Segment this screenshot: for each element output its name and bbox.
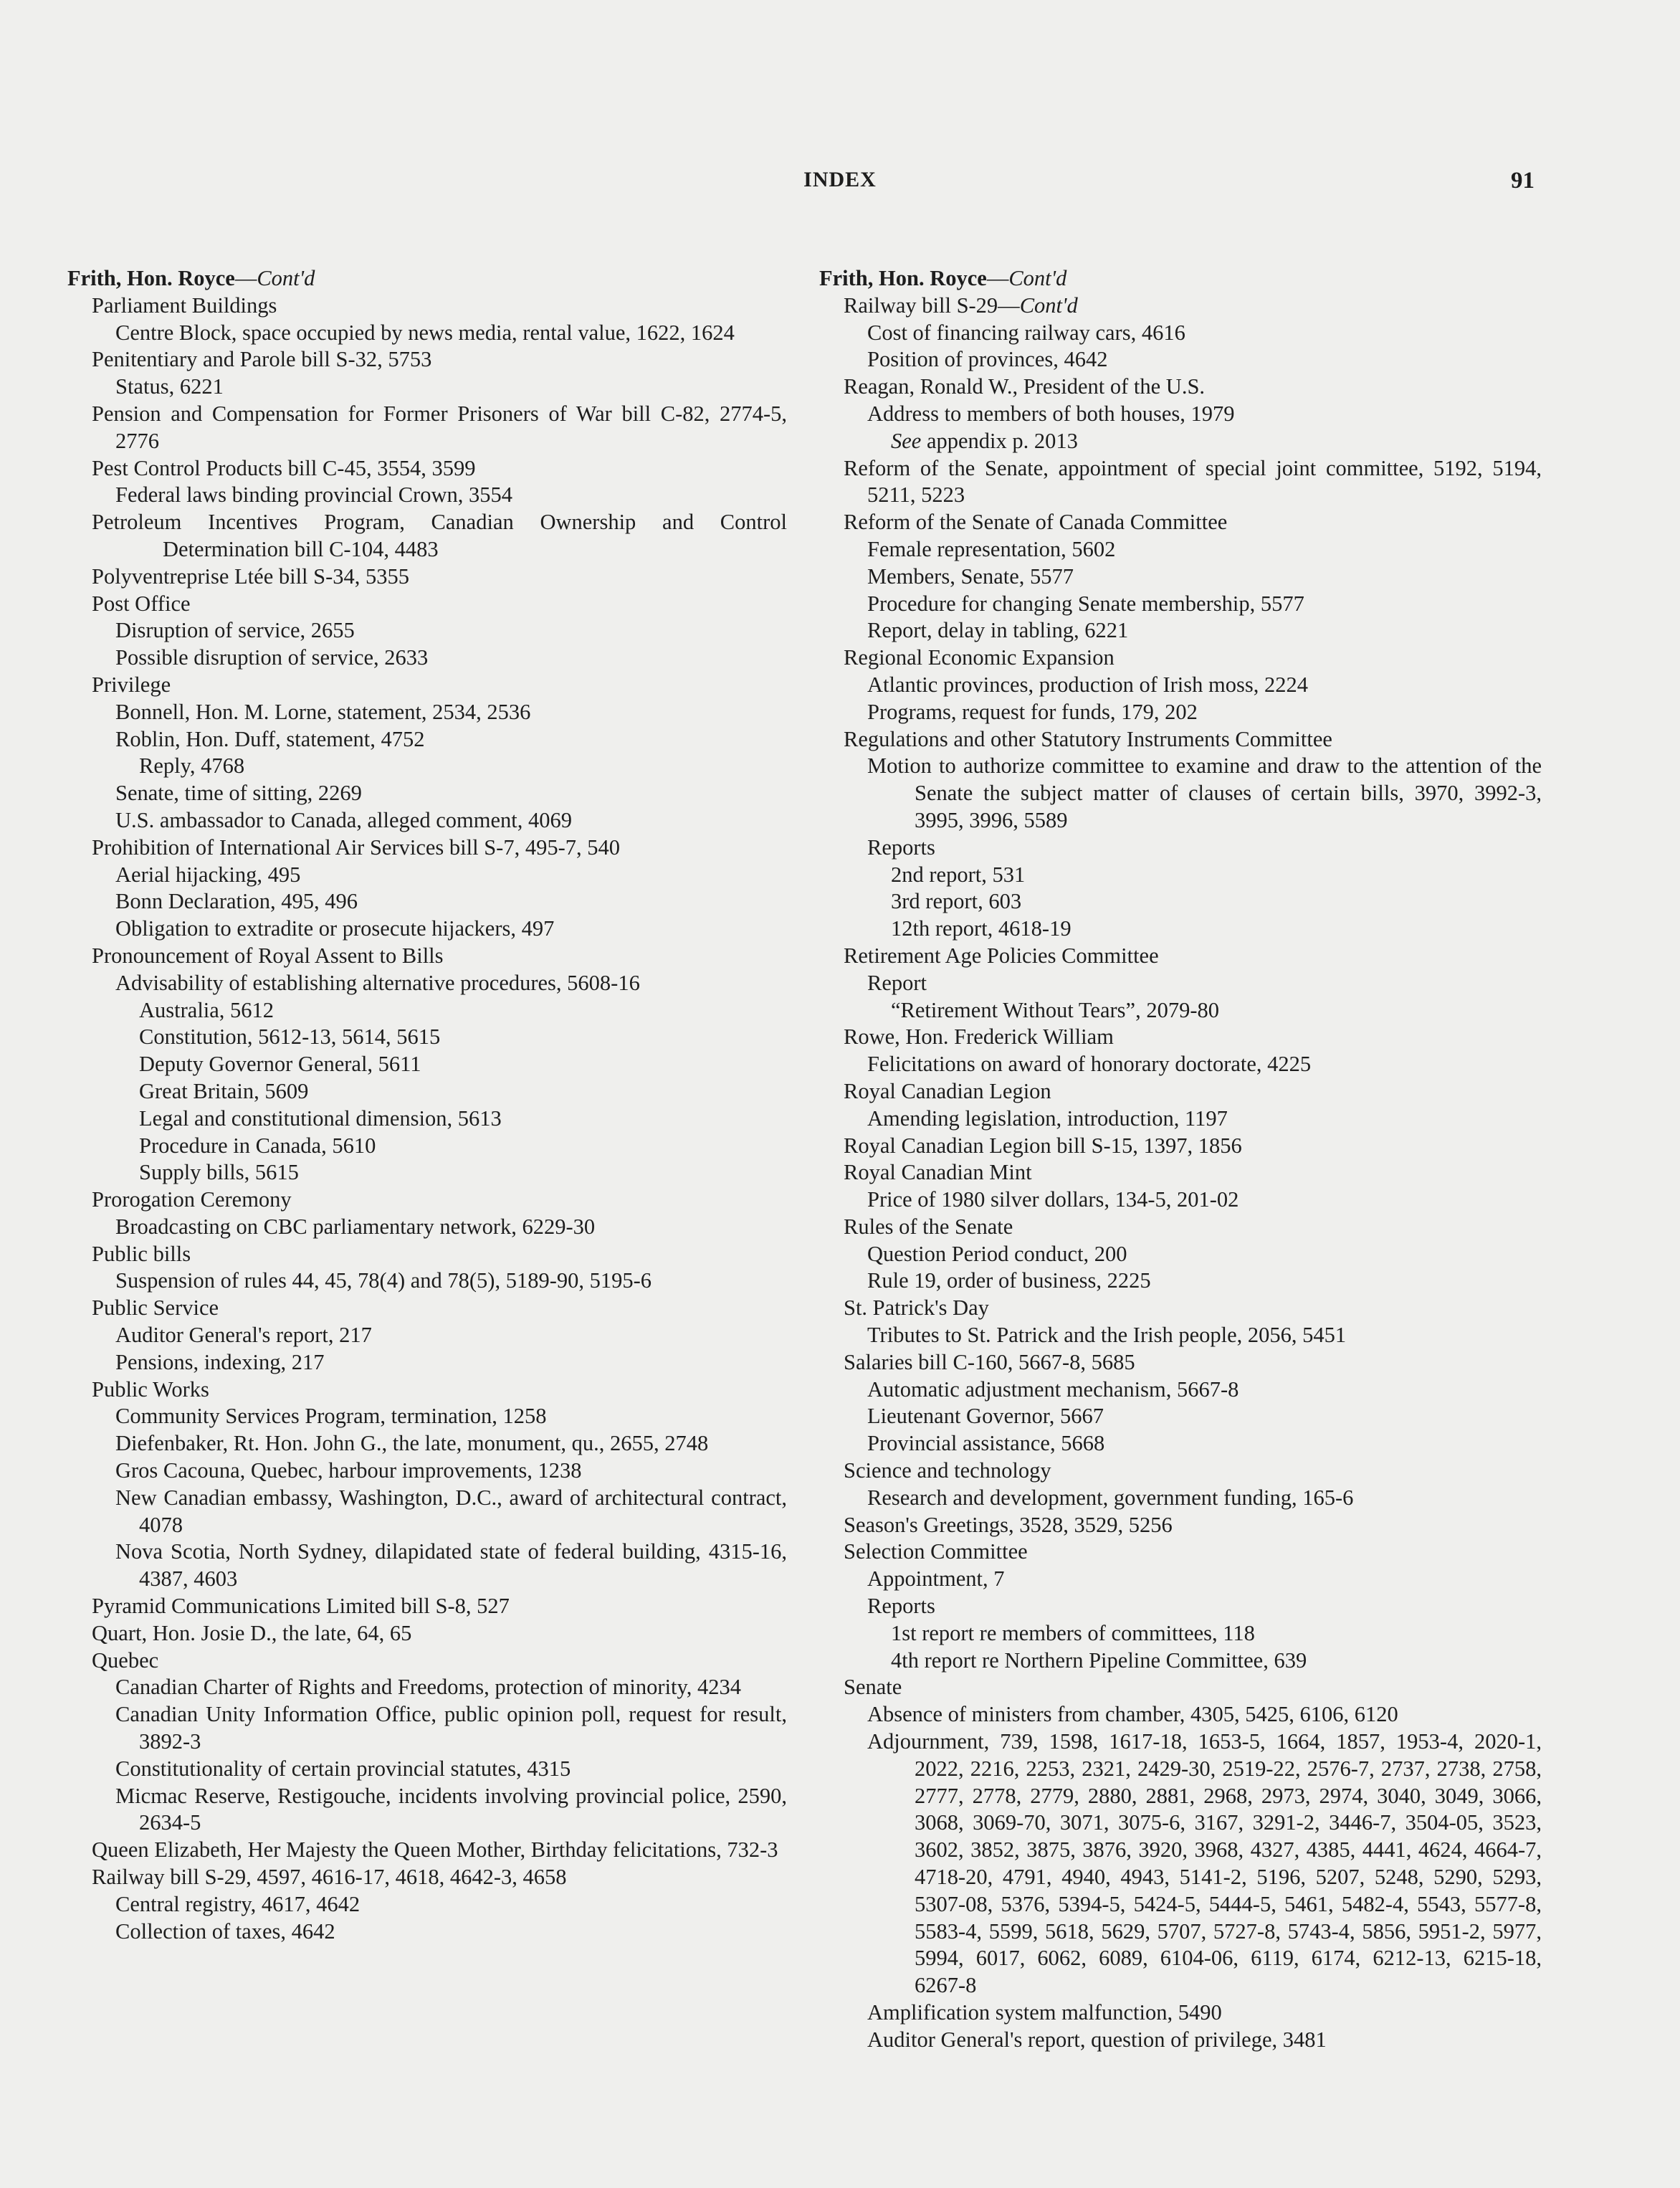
index-entry: Royal Canadian Mint — [844, 1160, 1032, 1185]
index-entry: Federal laws binding provincial Crown, 3554 — [115, 482, 512, 508]
index-entry: Salaries bill C-160, 5667-8, 5685 — [844, 1349, 1135, 1374]
index-entry: Absence of ministers from chamber, 4305, 5425, 6106, 6120 — [867, 1702, 1398, 1727]
index-entry: Reform of the Senate of Canada Committee — [844, 510, 1228, 535]
index-entry: Science and technology — [844, 1458, 1051, 1483]
heading-separator: — — [234, 266, 257, 290]
index-entry: Programs, request for funds, 179, 202 — [867, 699, 1198, 724]
index-entry: Selection Committee — [844, 1539, 1028, 1564]
index-entry: Pension and Compensation for Former Prisoners of War bill C-82, 2774-5, 2776 — [92, 401, 787, 453]
index-entry: Motion to authorize committee to examine and draw to the attention of the Senate the subject matter of clauses of certain bills, 3970, 3992-3, 3995, 3996, 5589 — [867, 753, 1542, 832]
index-entry: Constitutionality of certain provincial statutes, 4315 — [115, 1756, 571, 1781]
index-entry: Privilege — [92, 672, 171, 697]
index-entry: Pest Control Products bill C-45, 3554, 3599 — [92, 455, 476, 480]
index-entry: Public Works — [92, 1376, 209, 1402]
running-title: INDEX — [803, 168, 877, 191]
index-entry: Bonn Declaration, 495, 496 — [115, 889, 358, 914]
index-entry: Great Britain, 5609 — [139, 1078, 309, 1103]
index-entry: Prorogation Ceremony — [92, 1187, 292, 1212]
index-entry: Procedure for changing Senate membership, 5577 — [867, 591, 1304, 616]
index-entry: 3rd report, 603 — [891, 889, 1022, 914]
index-entry: Lieutenant Governor, 5667 — [867, 1404, 1104, 1429]
index-entry: Prohibition of International Air Services bill S-7, 495-7, 540 — [92, 834, 620, 860]
index-entry: Constitution, 5612-13, 5614, 5615 — [139, 1024, 441, 1050]
index-entry: Auditor General's report, 217 — [115, 1323, 372, 1348]
index-entry: Provincial assistance, 5668 — [867, 1431, 1105, 1456]
page-number: 91 — [1511, 168, 1535, 194]
index-entry: Reform of the Senate, appointment of special joint committee, 5192, 5194, 5211, 5223 — [844, 455, 1542, 508]
index-entry: 1st report re members of committees, 118 — [891, 1620, 1255, 1645]
index-entry: See appendix p. 2013 — [891, 428, 1078, 453]
index-entry: Post Office — [92, 591, 191, 616]
index-entry: Royal Canadian Legion bill S-15, 1397, 1856 — [844, 1133, 1242, 1158]
index-entry: Female representation, 5602 — [867, 536, 1116, 561]
index-entry: Felicitations on award of honorary doctorate, 4225 — [867, 1052, 1312, 1077]
index-entry: Senate, time of sitting, 2269 — [115, 781, 362, 806]
index-entry: Deputy Governor General, 5611 — [139, 1052, 421, 1077]
index-entry: St. Patrick's Day — [844, 1295, 989, 1321]
heading-separator: — — [986, 266, 1009, 290]
index-entry: U.S. ambassador to Canada, alleged comment, 4069 — [115, 807, 572, 832]
index-entry: 2nd report, 531 — [891, 862, 1026, 887]
index-entry: Railway bill S-29, 4597, 4616-17, 4618, 4642-3, 4658 — [92, 1865, 567, 1890]
index-entry: Cost of financing railway cars, 4616 — [867, 320, 1185, 345]
right-entries — [819, 292, 1542, 2054]
index-entry: Reagan, Ronald W., President of the U.S. — [844, 374, 1206, 399]
index-entry: Petroleum Incentives Program, Canadian Ownership and Control Determination bill C-104, 4483 — [92, 510, 787, 561]
index-entry: Polyventreprise Ltée bill S-34, 5355 — [92, 563, 410, 589]
index-entry: Auditor General's report, question of privilege, 3481 — [867, 2027, 1327, 2052]
index-entry: Question Period conduct, 200 — [867, 1241, 1127, 1266]
index-entry: Rules of the Senate — [844, 1214, 1013, 1239]
index-entry: Centre Block, space occupied by news media, rental value, 1622, 1624 — [115, 320, 735, 345]
heading-continued: Cont'd — [257, 266, 315, 290]
index-entry: Pensions, indexing, 217 — [115, 1349, 325, 1374]
heading-name: Frith, Hon. Royce — [819, 266, 987, 290]
index-entry: Position of provinces, 4642 — [867, 347, 1108, 372]
index-entry: Canadian Charter of Rights and Freedoms, protection of minority, 4234 — [115, 1675, 742, 1700]
index-entry: Regional Economic Expansion — [844, 645, 1115, 670]
index-entry: Nova Scotia, North Sydney, dilapidated state of federal building, 4315-16, 4387, 4603 — [115, 1539, 787, 1592]
right-column — [819, 265, 1542, 2054]
index-entry: 4th report re Northern Pipeline Committee, 639 — [891, 1647, 1307, 1673]
index-entry: “Retirement Without Tears”, 2079-80 — [891, 997, 1219, 1022]
index-entry: Public Service — [92, 1295, 219, 1321]
left-column — [67, 265, 787, 1945]
index-entry: Railway bill S-29—Cont'd — [844, 292, 1078, 318]
index-entry: Quart, Hon. Josie D., the late, 64, 65 — [92, 1620, 412, 1645]
index-entry: 12th report, 4618-19 — [891, 916, 1072, 941]
index-entry: Suspension of rules 44, 45, 78(4) and 78(5), 5189-90, 5195-6 — [115, 1268, 652, 1293]
index-entry: Reports — [867, 1594, 935, 1619]
index-entry: Obligation to extradite or prosecute hijackers, 497 — [115, 916, 555, 941]
index-entry: Advisability of establishing alternative procedures, 5608-16 — [115, 970, 640, 995]
index-entry: Public bills — [92, 1241, 191, 1266]
index-entry: Central registry, 4617, 4642 — [115, 1891, 361, 1916]
index-entry: Senate — [844, 1675, 902, 1700]
column-heading — [67, 265, 787, 292]
index-entry: Community Services Program, termination, 1258 — [115, 1404, 547, 1429]
index-entry: Micmac Reserve, Restigouche, incidents involving provincial police, 2590, 2634-5 — [115, 1783, 787, 1835]
index-entry: Collection of taxes, 4642 — [115, 1918, 335, 1944]
index-entry: Reply, 4768 — [139, 753, 245, 779]
index-entry: Season's Greetings, 3528, 3529, 5256 — [844, 1512, 1173, 1537]
index-entry: Gros Cacouna, Quebec, harbour improvements, 1238 — [115, 1458, 582, 1483]
index-entry: Amending legislation, introduction, 1197 — [867, 1105, 1228, 1131]
index-entry: Status, 6221 — [115, 374, 224, 399]
index-entry: Parliament Buildings — [92, 292, 277, 318]
index-entry: Canadian Unity Information Office, public opinion poll, request for result, 3892-3 — [115, 1702, 787, 1754]
index-entry: Atlantic provinces, production of Irish moss, 2224 — [867, 672, 1308, 697]
index-entry: Legal and constitutional dimension, 5613 — [139, 1105, 502, 1131]
index-entry: Penitentiary and Parole bill S-32, 5753 — [92, 347, 432, 372]
index-entry: Supply bills, 5615 — [139, 1160, 299, 1185]
index-entry: Regulations and other Statutory Instruments Committee — [844, 726, 1332, 751]
index-entry: Automatic adjustment mechanism, 5667-8 — [867, 1376, 1239, 1402]
index-entry: Royal Canadian Legion — [844, 1078, 1051, 1103]
heading-name: Frith, Hon. Royce — [67, 266, 235, 290]
index-entry: Queen Elizabeth, Her Majesty the Queen Mother, Birthday felicitations, 732-3 — [92, 1837, 778, 1863]
index-entry: Procedure in Canada, 5610 — [139, 1133, 376, 1158]
index-entry: Report, delay in tabling, 6221 — [867, 618, 1129, 643]
index-entry: Tributes to St. Patrick and the Irish people, 2056, 5451 — [867, 1323, 1347, 1348]
index-entry: Pyramid Communications Limited bill S-8, 527 — [92, 1594, 510, 1619]
index-entry: Reports — [867, 834, 935, 860]
index-entry: Amplification system malfunction, 5490 — [867, 2000, 1222, 2025]
index-entry: Possible disruption of service, 2633 — [115, 645, 429, 670]
index-entry: Diefenbaker, Rt. Hon. John G., the late, monument, qu., 2655, 2748 — [115, 1431, 709, 1456]
index-entry: Retirement Age Policies Committee — [844, 943, 1159, 968]
index-entry: Australia, 5612 — [139, 997, 275, 1022]
index-entry: Rowe, Hon. Frederick William — [844, 1024, 1114, 1050]
index-entry: Pronouncement of Royal Assent to Bills — [92, 943, 444, 968]
index-entry: Report — [867, 970, 927, 995]
index-entry: Rule 19, order of business, 2225 — [867, 1268, 1151, 1293]
index-entry: Broadcasting on CBC parliamentary network, 6229-30 — [115, 1214, 596, 1239]
index-entry: Price of 1980 silver dollars, 134-5, 201-02 — [867, 1187, 1239, 1212]
index-entry: Quebec — [92, 1647, 159, 1673]
index-entry: Roblin, Hon. Duff, statement, 4752 — [115, 726, 425, 751]
index-entry: Bonnell, Hon. M. Lorne, statement, 2534, 2536 — [115, 699, 531, 724]
index-entry: Members, Senate, 5577 — [867, 563, 1074, 589]
index-entry: Address to members of both houses, 1979 — [867, 401, 1235, 426]
index-entry: Research and development, government funding, 165-6 — [867, 1485, 1354, 1510]
column-heading — [819, 265, 1542, 292]
index-entry: Appointment, 7 — [867, 1566, 1005, 1592]
left-entries — [67, 292, 787, 1946]
heading-continued: Cont'd — [1008, 266, 1067, 290]
index-entry: New Canadian embassy, Washington, D.C., award of architectural contract, 4078 — [115, 1485, 787, 1537]
index-entry: Adjournment, 739, 1598, 1617-18, 1653-5, 1664, 1857, 1953-4, 2020-1, 2022, 2216, 2253, 2321, 2429-30, 2519-22, 2576-7, 2737, 2738, 2758, 2777, 2778, 2779, 2880, 2881, 2968, 2973, 2974, 3040, 3049, 3066, 3068, 3069-70, 3071, 3075-6, 3167, 3291-2, 3446-7, 3504-05, 3523, 3602, 3852, 3875, 3876, 3920, 3968, 4327, 4385, 4441, 4624, 4664-7, 4718-20, 4791, 4940, 4943, 5141-2, 5196, 5207, 5248, 5290, 5293, 5307-08, 5376, 5394-5, 5424-5, 5444-5, 5461, 5482-4, 5543, 5577-8, 5583-4, 5599, 5618, 5629, 5707, 5727-8, 5743-4, 5856, 5951-2, 5977, 5994, 6017, 6062, 6089, 6104-06, 6119, 6174, 6212-13, 6215-18, 6267-8 — [867, 1729, 1542, 1998]
index-entry: Disruption of service, 2655 — [115, 618, 355, 643]
index-entry: Aerial hijacking, 495 — [115, 862, 301, 887]
